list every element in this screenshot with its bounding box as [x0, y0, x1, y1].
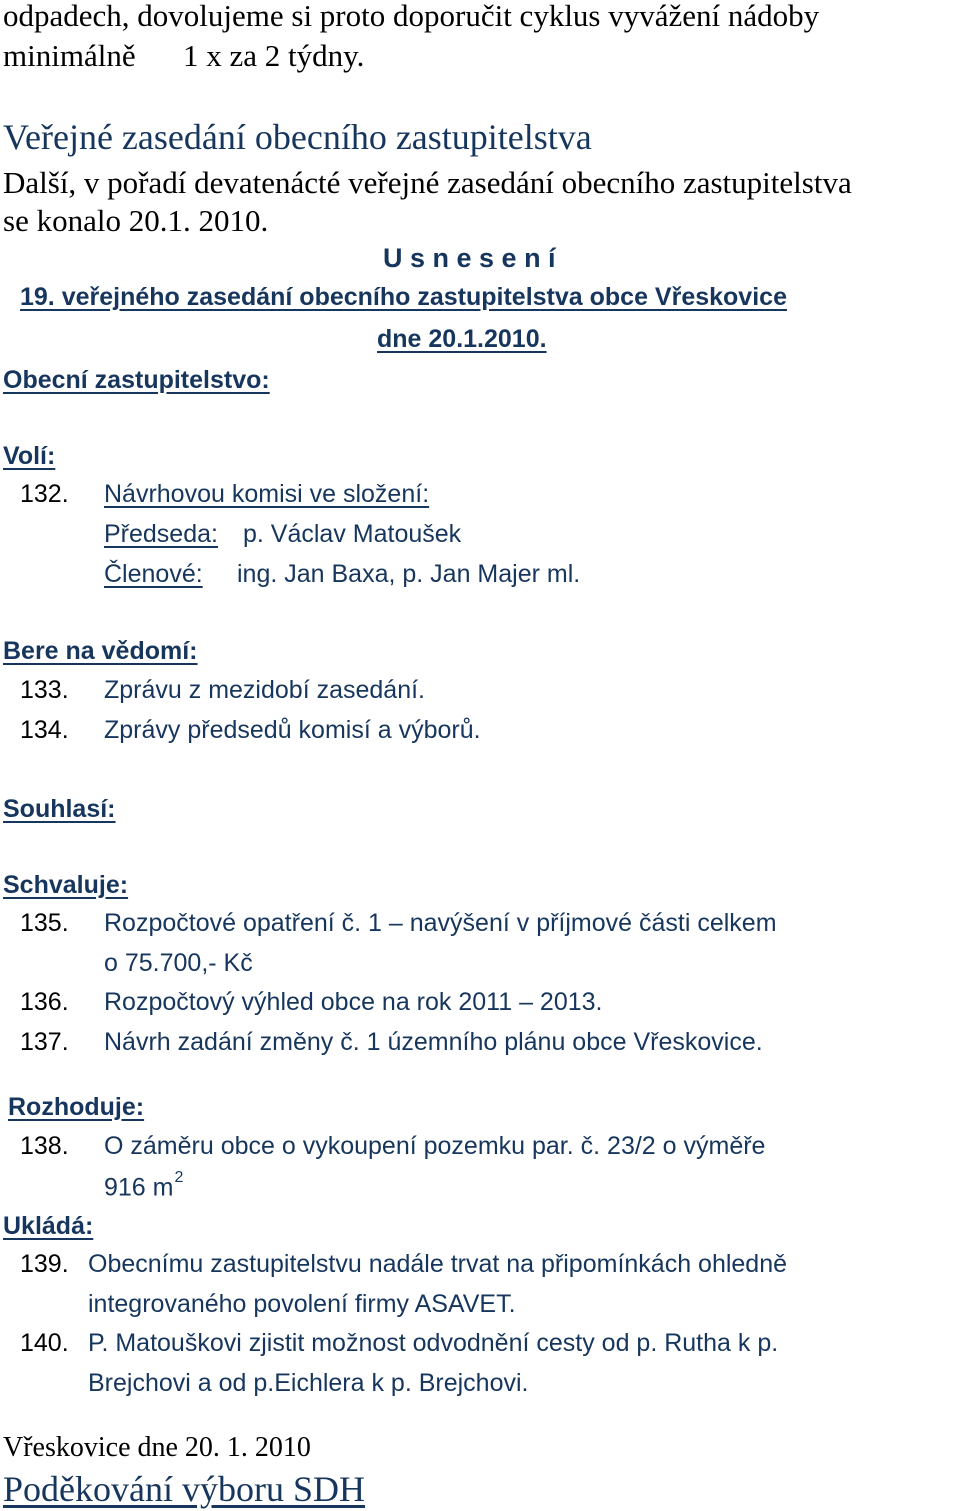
resolution-subtitle-1: 19. veřejného zasedání obecního zastupitelstva obce Vřeskovice — [20, 283, 787, 311]
members-label: Členové: — [104, 560, 203, 588]
meeting-text-2: se konalo 20.1. 2010. — [3, 203, 269, 238]
schvaluje-item-137-number: 137. — [20, 1028, 69, 1056]
schvaluje-item-135-text-2: o 75.700,- Kč — [104, 949, 253, 977]
chair-label: Předseda: — [104, 520, 218, 548]
voli-label: Volí: — [3, 442, 56, 470]
next-section-heading: Poděkování výboru SDH — [3, 1469, 365, 1509]
resolution-subtitle-2: dne 20.1.2010. — [377, 325, 547, 353]
souhlasi-label: Souhlasí: — [3, 795, 116, 823]
intro-line-1: odpadech, dovolujeme si proto doporučit cyklus vyvážení nádoby — [3, 0, 820, 33]
voli-item-number: 132. — [20, 480, 69, 508]
bere-item-134-number: 134. — [20, 716, 69, 744]
members-value: ing. Jan Baxa, p. Jan Majer ml. — [237, 560, 581, 588]
meeting-text-1: Další, v pořadí devatenácté veřejné zasedání obecního zastupitelstva — [3, 165, 852, 200]
chair-value: p. Václav Matoušek — [243, 520, 462, 548]
bere-item-133-text: Zprávu z mezidobí zasedání. — [104, 676, 425, 704]
rozhoduje-label: Rozhoduje: — [8, 1093, 145, 1121]
schvaluje-item-136-text: Rozpočtový výhled obce na rok 2011 – 2013. — [104, 988, 603, 1016]
schvaluje-item-135-number: 135. — [20, 909, 69, 937]
rozhoduje-item-text: O záměru obce o vykoupení pozemku par. č. 23/2 o výměře — [104, 1132, 766, 1160]
uklada-item-139-number: 139. — [20, 1250, 69, 1278]
uklada-item-140-text: P. Matouškovi zjistit možnost odvodnění cesty od p. Rutha k p. — [88, 1329, 779, 1357]
bere-item-134-text: Zprávy předsedů komisí a výborů. — [104, 716, 481, 744]
uklada-item-139-text-2: integrovaného povolení firmy ASAVET. — [88, 1290, 516, 1318]
place-date: Vřeskovice dne 20. 1. 2010 — [3, 1432, 311, 1463]
rozhoduje-item-area-superscript: 2 — [174, 1169, 184, 1186]
intro-line-2-end: 1 x za 2 týdny. — [183, 38, 365, 73]
rozhoduje-item-number: 138. — [20, 1132, 69, 1160]
bere-label: Bere na vědomí: — [3, 637, 198, 665]
rozhoduje-item-area — [104, 1169, 184, 1202]
intro-line-2-start: minimálně — [3, 38, 136, 73]
schvaluje-label: Schvaluje: — [3, 871, 129, 899]
bere-item-133-number: 133. — [20, 676, 69, 704]
rozhoduje-item-area-value: 916 m — [104, 1173, 174, 1202]
uklada-label: Ukládá: — [3, 1212, 94, 1240]
schvaluje-item-137-text: Návrh zadání změny č. 1 územního plánu obce Vřeskovice. — [104, 1028, 763, 1056]
schvaluje-item-135-text: Rozpočtové opatření č. 1 – navýšení v příjmové části celkem — [104, 909, 777, 937]
schvaluje-item-136-number: 136. — [20, 988, 69, 1016]
uklada-item-140-text-2: Brejchovi a od p.Eichlera k p. Brejchovi. — [88, 1369, 529, 1397]
meeting-heading: Veřejné zasedání obecního zastupitelstva — [3, 117, 592, 157]
voli-item-text: Návrhovou komisi ve složení: — [104, 480, 430, 508]
council-label: Obecní zastupitelstvo: — [3, 366, 270, 394]
uklada-item-140-number: 140. — [20, 1329, 69, 1357]
resolution-title: U s n e s e n í — [383, 243, 556, 273]
uklada-item-139-text: Obecnímu zastupitelstvu nadále trvat na připomínkách ohledně — [88, 1250, 788, 1278]
